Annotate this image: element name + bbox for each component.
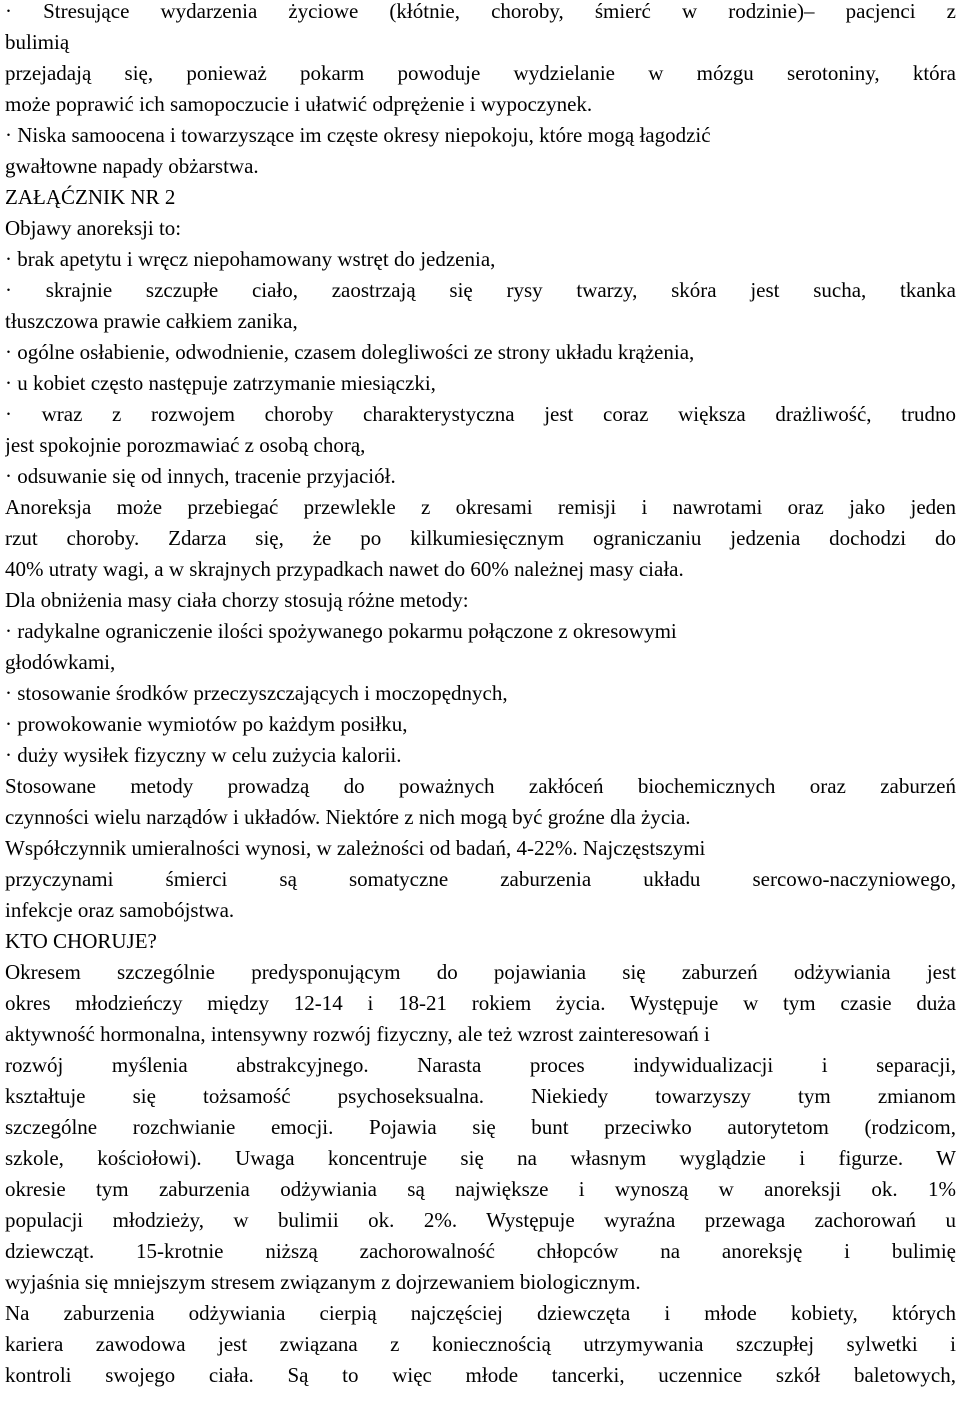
- text-line: kształtuje się tożsamość psychoseksualna. Niekiedy towarzyszy tym zmianom: [5, 1084, 956, 1108]
- text-line: czynności wielu narządów i układów. Niektóre z nich mogą być groźne dla życia.: [5, 805, 691, 829]
- text-line: infekcje oraz samobójstwa.: [5, 898, 235, 922]
- text-line: rzut choroby. Zdarza się, że po kilkumiesięcznym ograniczaniu jedzenia dochodzi do: [5, 526, 956, 550]
- text-line: Współczynnik umieralności wynosi, w zależności od badań, 4-22%. Najczęstszymi: [5, 836, 706, 860]
- text-line: aktywność hormonalna, intensywny rozwój fizyczny, ale też wzrost zainteresowań i: [5, 1022, 710, 1046]
- text-line: bulimią: [5, 30, 70, 54]
- text-line: · skrajnie szczupłe ciało, zaostrzają się rysy twarzy, skóra jest sucha, tkanka: [5, 278, 956, 302]
- text-line: · brak apetytu i wręcz niepohamowany wstręt do jedzenia,: [5, 247, 496, 271]
- text-line: Stosowane metody prowadzą do poważnych zakłóceń biochemicznych oraz zaburzeń: [5, 774, 956, 798]
- text-line: · Stresujące wydarzenia życiowe (kłótnie, choroby, śmierć w rodzinie)– pacjenci z: [5, 0, 956, 23]
- text-line: 40% utraty wagi, a w skrajnych przypadkach nawet do 60% należnej masy ciała.: [5, 557, 684, 581]
- text-line: gwałtowne napady obżarstwa.: [5, 154, 259, 178]
- text-line: wyjaśnia się mniejszym stresem związanym z dojrzewaniem biologicznym.: [5, 1270, 641, 1294]
- text-line: · stosowanie środków przeczyszczających i moczopędnych,: [5, 681, 508, 705]
- text-line: ZAŁĄĆZNIK NR 2: [5, 185, 176, 209]
- text-line: Okresem szczególnie predysponującym do pojawiania się zaburzeń odżywiania jest: [5, 960, 956, 984]
- text-line: populacji młodzieży, w bulimii ok. 2%. Występuje wyraźna przewaga zachorowań u: [5, 1208, 956, 1232]
- text-line: okresie tym zaburzenia odżywiania są największe i wynoszą w anoreksji ok. 1%: [5, 1177, 956, 1201]
- text-line: szczególne rozchwianie emocji. Pojawia się bunt przeciwko autorytetom (rodzicom,: [5, 1115, 956, 1139]
- text-line: kontroli swojego ciała. Są to więc młode tancerki, uczennice szkół baletowych,: [5, 1363, 956, 1387]
- text-line: · wraz z rozwojem choroby charakterystyczna jest coraz większa drażliwość, trudno: [5, 402, 956, 426]
- text-line: okres młodzieńczy między 12-14 i 18-21 rokiem życia. Występuje w tym czasie duża: [5, 991, 956, 1015]
- text-line: jest spokojnie porozmawiać z osobą chorą,: [5, 433, 366, 457]
- text-line: rozwój myślenia abstrakcyjnego. Narasta proces indywidualizacji i separacji,: [5, 1053, 956, 1077]
- text-line: Anoreksja może przebiegać przewlekle z okresami remisji i nawrotami oraz jako jeden: [5, 495, 956, 519]
- text-line: Dla obniżenia masy ciała chorzy stosują różne metody:: [5, 588, 469, 612]
- text-line: kariera zawodowa jest związana z koniecznością utrzymywania szczupłej sylwetki i: [5, 1332, 956, 1356]
- text-line: głodówkami,: [5, 650, 116, 674]
- text-line: dziewcząt. 15-krotnie niższą zachorowalność chłopców na anoreksję i bulimię: [5, 1239, 956, 1263]
- text-line: Na zaburzenia odżywiania cierpią najczęściej dziewczęta i młode kobiety, których: [5, 1301, 956, 1325]
- text-line: tłuszczowa prawie całkiem zanika,: [5, 309, 298, 333]
- text-line: · Niska samoocena i towarzyszące im częste okresy niepokoju, które mogą łagodzić: [5, 123, 711, 147]
- text-line: KTO CHORUJE?: [5, 929, 157, 953]
- text-line: przejadają się, ponieważ pokarm powoduje wydzielanie w mózgu serotoniny, która: [5, 61, 956, 85]
- text-line: · u kobiet często następuje zatrzymanie miesiączki,: [5, 371, 436, 395]
- text-line: szkole, kościołowi). Uwaga koncentruje się na własnym wyglądzie i figurze. W: [5, 1146, 956, 1170]
- text-line: przyczynami śmierci są somatyczne zaburzenia układu sercowo-naczyniowego,: [5, 867, 956, 891]
- text-line: · duży wysiłek fizyczny w celu zużycia kalorii.: [5, 743, 402, 767]
- text-line: · radykalne ograniczenie ilości spożywanego pokarmu połączone z okresowymi: [5, 619, 677, 643]
- text-line: · ogólne osłabienie, odwodnienie, czasem dolegliwości ze strony układu krążenia,: [5, 340, 695, 364]
- text-line: Objawy anoreksji to:: [5, 216, 182, 240]
- text-line: może poprawić ich samopoczucie i ułatwić odprężenie i wypoczynek.: [5, 92, 593, 116]
- text-line: · prowokowanie wymiotów po każdym posiłku,: [5, 712, 408, 736]
- text-line: · odsuwanie się od innych, tracenie przyjaciół.: [5, 464, 396, 488]
